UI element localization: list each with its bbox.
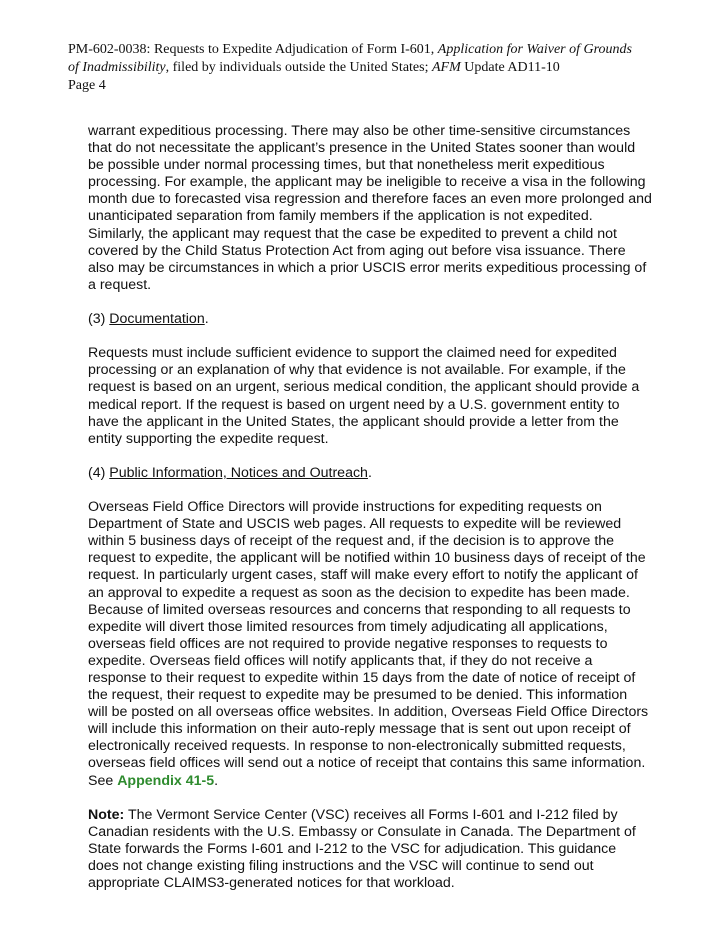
heading-line (88, 465, 668, 482)
section-heading-documentation (88, 311, 668, 328)
section-period: . (367, 464, 372, 481)
section-period: . (204, 311, 209, 328)
text-line: response to their request to expedite within 15 days from the date of notice of receipt of (88, 670, 636, 686)
section-title: Documentation (109, 311, 205, 328)
header-line-1 (68, 41, 668, 59)
header-italic-title-cont: of Inadmissibility (68, 60, 166, 75)
text-line: unanticipated separation from family members if the application is not expedited. (88, 208, 593, 225)
text-line: a request. (88, 276, 152, 293)
text-line: request is based on an urgent, serious medical condition, the applicant should provide a (88, 379, 640, 396)
text-line: appropriate CLAIMS3-generated notices for that workload. (88, 875, 455, 892)
section-title: Public Information, Notices and Outreach (109, 464, 368, 481)
text-line: will include this information on their auto-reply message that is sent out upon receipt of (88, 721, 631, 738)
note-text: The Vermont Service Center (VSC) receives all Forms I-601 and I-212 filed by (124, 806, 618, 823)
document-body (88, 123, 668, 909)
page-number: Page 4 (68, 78, 106, 93)
text-line: overseas field offices will send out a notice of receipt that contains this same information. (88, 755, 646, 772)
text-line: processing or an explanation of why that evidence is not available. For example, if the (88, 362, 626, 379)
text-line: month due to forecasted visa regression and therefore faces an even more prolonged and (88, 191, 652, 208)
section-number: (3) (88, 311, 110, 328)
text-line: entity supporting the expedite request. (88, 430, 329, 447)
text-line: request. In particularly urgent cases, staff will make every effort to notify the applicant of (88, 567, 638, 584)
text-line: processing. For example, the applicant may be ineligible to receive a visa in the following (88, 174, 646, 191)
paragraph-note (88, 807, 668, 892)
text-line (88, 773, 668, 790)
text-line: expedite will divert those limited resources from timely adjudicating all applications, (88, 618, 608, 635)
text-line: within 5 business days of receipt of the request and, if the decision is to approve the (88, 533, 615, 550)
paragraph-circumstances (88, 123, 668, 294)
text-line: does not change existing filing instructions and the VSC will continue to send out (88, 858, 594, 875)
text-line: Overseas Field Office Directors will provide instructions for expediting requests on (88, 499, 602, 516)
paragraph-public-information (88, 499, 668, 790)
heading-line (88, 311, 668, 328)
text-line: an approval to expedite a request as soon as the decision to expedite has been made. (88, 584, 630, 601)
header-line-2 (68, 59, 668, 77)
text-line: Canadian residents with the U.S. Embassy or Consulate in Canada. The Department of (88, 823, 636, 840)
text-line: Because of limited overseas resources and concerns that responding to all requests to (88, 601, 631, 618)
text-line: medical report. If the request is based on urgent need by a U.S. government entity to (88, 396, 620, 413)
text-line (88, 807, 668, 824)
see-suffix: . (214, 772, 219, 789)
paragraph-documentation (88, 345, 668, 448)
note-label: Note: (88, 806, 125, 823)
header-text: , filed by individuals outside the United States; (165, 60, 432, 75)
page-header (68, 41, 668, 95)
text-line: the request, their request to expedite may be presumed to be denied. This information (88, 687, 628, 704)
text-line: will be posted on all overseas office websites. In addition, Overseas Field Office Directors (88, 704, 649, 721)
header-text: PM-602-0038: Requests to Expedite Adjudication of Form I-601, (68, 42, 438, 57)
text-line: request to expedite, the applicant will be notified within 10 business days of receipt of the (88, 550, 646, 567)
text-line: warrant expeditious processing. There may also be other time-sensitive circumstances (88, 123, 631, 139)
header-update: Update AD11-10 (460, 60, 560, 75)
text-line: also may be circumstances in which a prior USCIS error merits expeditious processing of (88, 259, 647, 276)
text-line: overseas field offices are not required to provide negative responses to requests to (88, 635, 608, 652)
text-line: expedite. Overseas field offices will notify applicants that, if they do not receive a (88, 652, 593, 669)
text-line: be possible under normal processing times, but that nonetheless merit expeditious (88, 157, 605, 174)
appendix-link[interactable]: Appendix 41-5 (117, 772, 215, 789)
header-italic-title: Application for Waiver of Grounds (437, 42, 632, 57)
see-prefix: See (88, 772, 118, 789)
text-line: have the applicant in the United States, the applicant should provide a letter from the (88, 413, 619, 430)
section-heading-public-information (88, 465, 668, 482)
text-line: covered by the Child Status Protection Act from aging out before visa issuance. There (88, 242, 626, 259)
header-afm: AFM (431, 60, 461, 75)
text-line: State forwards the Forms I-601 and I-212 to the VSC for adjudication. This guidance (88, 840, 617, 857)
text-line: Department of State and USCIS web pages. All requests to expedite will be reviewed (88, 516, 622, 533)
text-line: Requests must include sufficient evidence to support the claimed need for expedited (88, 345, 617, 362)
text-line: Similarly, the applicant may request that the case be expedited to prevent a child not (88, 225, 617, 242)
text-line: electronically received requests. In response to non-electronically submitted requests, (88, 738, 626, 755)
text-line: that do not necessitate the applicant’s presence in the United States sooner than would (88, 140, 636, 157)
section-number: (4) (88, 464, 110, 481)
